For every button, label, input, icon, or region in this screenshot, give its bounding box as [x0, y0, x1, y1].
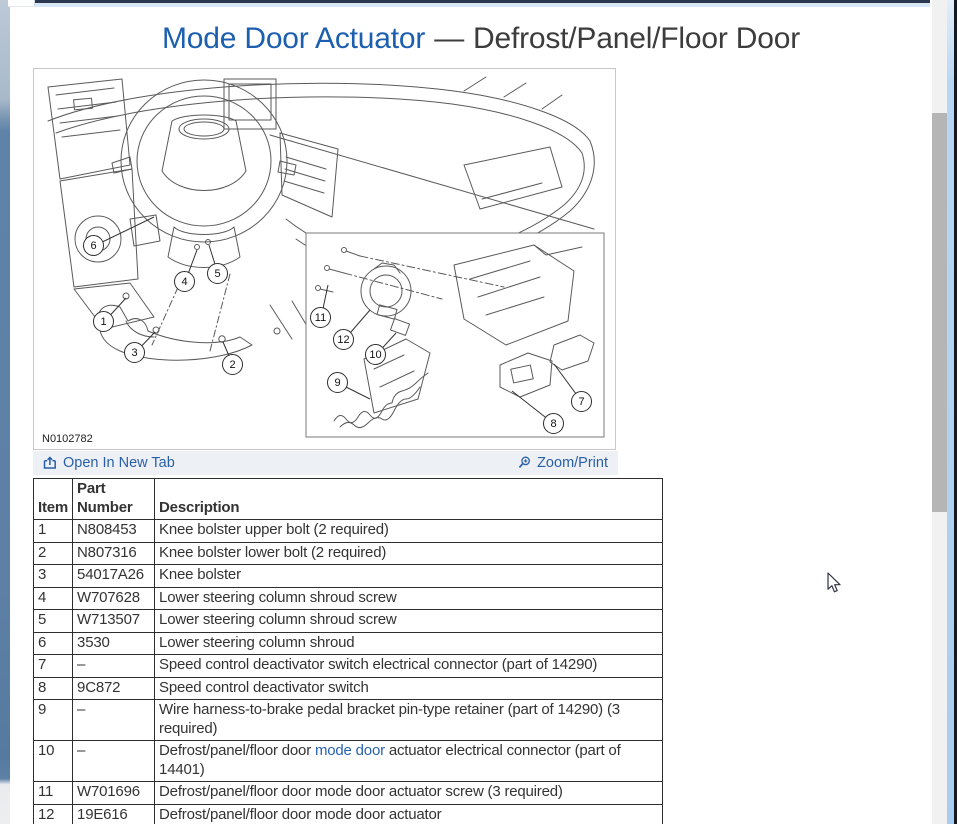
figure-toolbar: [33, 451, 618, 475]
part-number-cell: 9C872: [73, 677, 155, 700]
part-number-cell: –: [73, 741, 155, 782]
item-cell: 4: [34, 587, 73, 610]
part-number-cell: 3530: [73, 632, 155, 655]
item-cell: 5: [34, 610, 73, 633]
title-rest: Defrost/Panel/Floor Door: [473, 22, 801, 55]
open-in-new-tab-icon: [43, 456, 57, 470]
part-number-cell: –: [73, 700, 155, 741]
item-cell: 10: [34, 741, 73, 782]
callout-10: 10: [365, 344, 386, 365]
open-in-new-tab-label: Open In New Tab: [63, 455, 175, 471]
description-cell: Defrost/panel/floor door mode door actuator: [155, 804, 663, 824]
part-number-cell: W701696: [73, 782, 155, 805]
callout-8: 8: [543, 413, 564, 434]
part-number-cell: W707628: [73, 587, 155, 610]
item-cell: 11: [34, 782, 73, 805]
item-header: Item: [34, 479, 73, 520]
zoom-magnifier-icon: [517, 456, 531, 470]
description-cell: Lower steering column shroud screw: [155, 587, 663, 610]
scrollbar-thumb[interactable]: [932, 113, 947, 512]
table-row: [34, 782, 663, 805]
table-row: [34, 520, 663, 543]
part-number-header: Part Number: [73, 479, 155, 520]
description-cell: Speed control deactivator switch: [155, 677, 663, 700]
zoom-print-label: Zoom/Print: [537, 455, 608, 471]
description-cell: Speed control deactivator switch electrical connector (part of 14290): [155, 655, 663, 678]
table-header-row: [34, 479, 663, 520]
vehicle-diagram-illustration: [34, 69, 615, 449]
mode-door-actuator-title-link[interactable]: Mode Door Actuator: [161, 22, 426, 55]
open-in-new-tab-link[interactable]: [43, 455, 175, 471]
table-row: [34, 632, 663, 655]
table-row: [34, 804, 663, 824]
page-left-background-strip: [0, 0, 10, 824]
description-cell: Defrost/panel/floor door mode door actuator screw (3 required): [155, 782, 663, 805]
table-row: [34, 700, 663, 741]
item-cell: 1: [34, 520, 73, 543]
item-cell: 6: [34, 632, 73, 655]
table-row: [34, 565, 663, 588]
description-cell: Knee bolster: [155, 565, 663, 588]
item-cell: 2: [34, 542, 73, 565]
table-row: [34, 542, 663, 565]
part-number-cell: 54017A26: [73, 565, 155, 588]
callout-5: 5: [207, 263, 228, 284]
item-cell: 8: [34, 677, 73, 700]
item-cell: 7: [34, 655, 73, 678]
callout-9: 9: [327, 372, 348, 393]
part-number-cell: N807316: [73, 542, 155, 565]
description-header: Description: [155, 479, 663, 520]
callout-6: 6: [83, 235, 104, 256]
table-row: [34, 677, 663, 700]
description-cell: Lower steering column shroud: [155, 632, 663, 655]
page-title: [30, 22, 932, 56]
description-cell: Knee bolster lower bolt (2 required): [155, 542, 663, 565]
item-cell: 9: [34, 700, 73, 741]
callout-11: 11: [310, 307, 331, 328]
callout-3: 3: [124, 342, 145, 363]
parts-table: [33, 478, 663, 824]
table-row: [34, 655, 663, 678]
description-cell: Defrost/panel/floor door mode door actuator electrical connector (part of 14401): [155, 741, 663, 782]
callout-2: 2: [222, 354, 243, 375]
table-row: [34, 741, 663, 782]
callout-7: 7: [571, 391, 592, 412]
table-row: [34, 610, 663, 633]
top-left-notch: [8, 0, 35, 7]
callout-12: 12: [333, 329, 354, 350]
description-cell: Knee bolster upper bolt (2 required): [155, 520, 663, 543]
mode-door-link[interactable]: mode door: [314, 742, 385, 759]
drawing-number: N0102782: [42, 433, 93, 445]
top-border-highlight: [35, 3, 930, 7]
part-number-cell: W713507: [73, 610, 155, 633]
callout-4: 4: [174, 271, 195, 292]
description-cell: Wire harness-to-brake pedal bracket pin-type retainer (part of 14290) (3 required): [155, 700, 663, 741]
mouse-cursor: [827, 572, 843, 594]
callout-1: 1: [93, 311, 114, 332]
part-number-cell: N808453: [73, 520, 155, 543]
page-right-background-strip: [947, 0, 954, 824]
item-cell: 12: [34, 804, 73, 824]
table-row: [34, 587, 663, 610]
part-number-cell: 19E616: [73, 804, 155, 824]
figure-viewer: [33, 68, 616, 450]
description-cell: Lower steering column shroud screw: [155, 610, 663, 633]
zoom-print-link[interactable]: [517, 455, 608, 471]
title-separator: —: [434, 22, 464, 55]
parts-table-body: [34, 520, 663, 824]
item-cell: 3: [34, 565, 73, 588]
part-number-cell: –: [73, 655, 155, 678]
